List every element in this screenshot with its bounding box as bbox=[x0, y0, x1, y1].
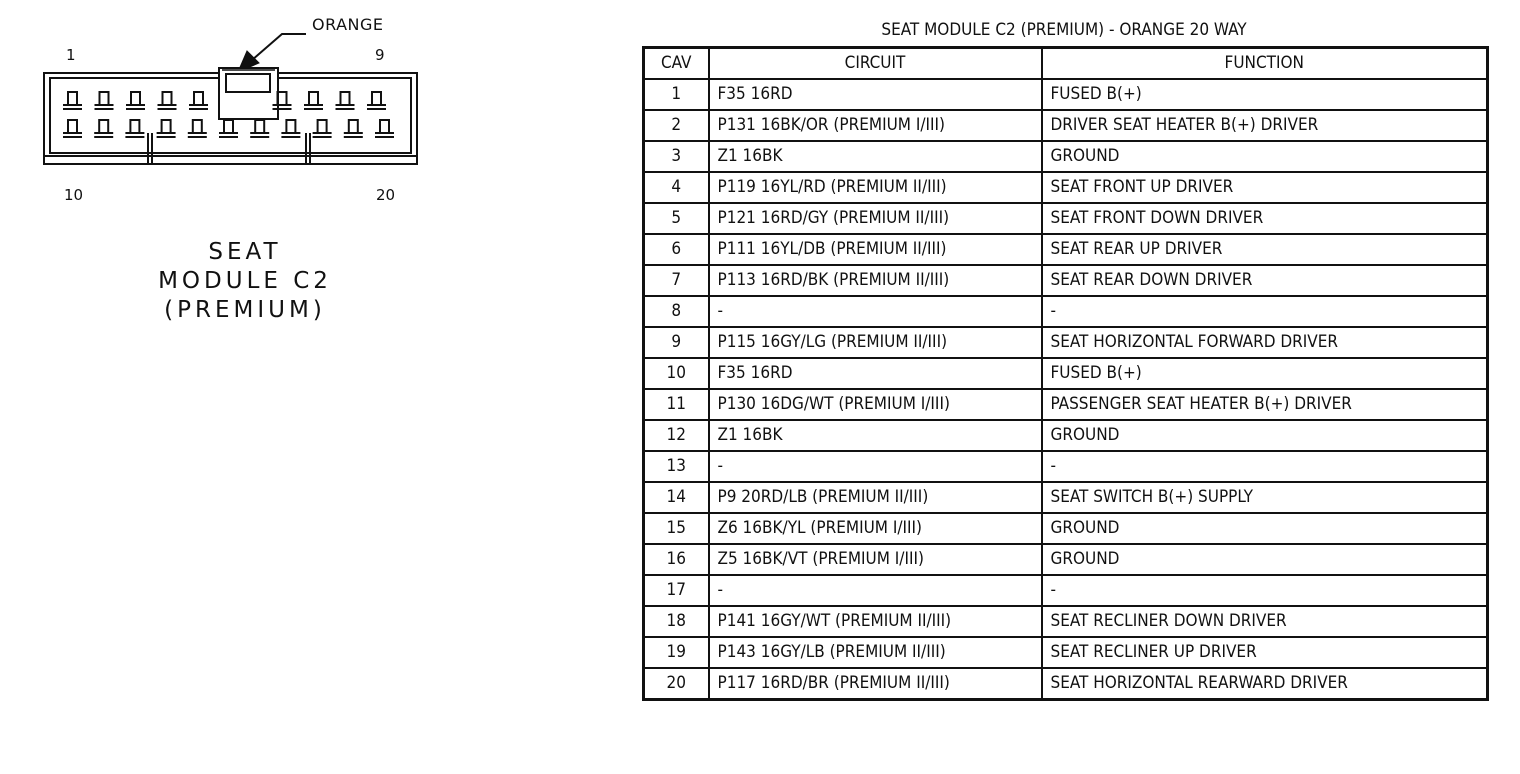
cell-cav: 1 bbox=[644, 79, 709, 110]
cell-circuit: - bbox=[709, 575, 1042, 606]
cell-function: DRIVER SEAT HEATER B(+) DRIVER bbox=[1042, 110, 1488, 141]
cell-function: GROUND bbox=[1042, 544, 1488, 575]
cell-circuit: Z5 16BK/VT (PREMIUM I/III) bbox=[709, 544, 1042, 575]
connector-face-drawing bbox=[0, 0, 600, 774]
cell-circuit: P117 16RD/BR (PREMIUM II/III) bbox=[709, 668, 1042, 700]
table-row bbox=[644, 606, 1488, 637]
cell-cav: 9 bbox=[644, 327, 709, 358]
cell-circuit: F35 16RD bbox=[709, 358, 1042, 389]
cavity-bottom-13 bbox=[157, 120, 176, 137]
cell-cav: 6 bbox=[644, 234, 709, 265]
table-row bbox=[644, 482, 1488, 513]
cavity-bottom-16 bbox=[250, 120, 269, 137]
cavity-top-8 bbox=[336, 92, 355, 109]
cell-function: FUSED B(+) bbox=[1042, 358, 1488, 389]
cavity-top-5 bbox=[189, 92, 208, 109]
header-circuit: CIRCUIT bbox=[709, 48, 1042, 80]
cell-function: SEAT REAR DOWN DRIVER bbox=[1042, 265, 1488, 296]
pin-label-9: 9 bbox=[375, 46, 385, 64]
table-caption: SEAT MODULE C2 (PREMIUM) - ORANGE 20 WAY bbox=[881, 20, 1247, 40]
cell-function: GROUND bbox=[1042, 420, 1488, 451]
table-row bbox=[644, 358, 1488, 389]
cavity-top-1 bbox=[63, 92, 82, 109]
callout-leader-line bbox=[252, 34, 306, 60]
table-row bbox=[644, 451, 1488, 482]
pin-label-20: 20 bbox=[376, 186, 396, 204]
cell-circuit: P121 16RD/GY (PREMIUM II/III) bbox=[709, 203, 1042, 234]
table-row bbox=[644, 203, 1488, 234]
cell-cav: 14 bbox=[644, 482, 709, 513]
table-row bbox=[644, 172, 1488, 203]
cell-circuit: P9 20RD/LB (PREMIUM II/III) bbox=[709, 482, 1042, 513]
cell-cav: 2 bbox=[644, 110, 709, 141]
table-row bbox=[644, 141, 1488, 172]
cavity-bottom-20 bbox=[375, 120, 394, 137]
cell-circuit: P113 16RD/BK (PREMIUM II/III) bbox=[709, 265, 1042, 296]
cell-circuit: P143 16GY/LB (PREMIUM II/III) bbox=[709, 637, 1042, 668]
cell-function: SEAT SWITCH B(+) SUPPLY bbox=[1042, 482, 1488, 513]
cell-function: PASSENGER SEAT HEATER B(+) DRIVER bbox=[1042, 389, 1488, 420]
cell-function: SEAT REAR UP DRIVER bbox=[1042, 234, 1488, 265]
connector-title-line-2: MODULE C2 bbox=[158, 268, 332, 294]
table-header-row bbox=[644, 48, 1488, 80]
cell-function: SEAT HORIZONTAL FORWARD DRIVER bbox=[1042, 327, 1488, 358]
pin-label-10: 10 bbox=[64, 186, 84, 204]
cavity-bottom-15 bbox=[219, 120, 238, 137]
table-row bbox=[644, 420, 1488, 451]
cavity-top-9 bbox=[367, 92, 386, 109]
table-row bbox=[644, 668, 1488, 700]
cell-cav: 20 bbox=[644, 668, 709, 700]
pinout-table bbox=[642, 46, 1489, 701]
cavity-bottom-10 bbox=[63, 120, 82, 137]
cell-circuit: Z1 16BK bbox=[709, 420, 1042, 451]
table-row bbox=[644, 544, 1488, 575]
cell-circuit: - bbox=[709, 451, 1042, 482]
cell-cav: 16 bbox=[644, 544, 709, 575]
cavity-bottom-17 bbox=[281, 120, 300, 137]
table-row bbox=[644, 513, 1488, 544]
cell-function: FUSED B(+) bbox=[1042, 79, 1488, 110]
cell-function: - bbox=[1042, 451, 1488, 482]
header-function: FUNCTION bbox=[1042, 48, 1488, 80]
header-cav: CAV bbox=[644, 48, 709, 80]
cell-circuit: P130 16DG/WT (PREMIUM I/III) bbox=[709, 389, 1042, 420]
cell-cav: 4 bbox=[644, 172, 709, 203]
cell-circuit: Z6 16BK/YL (PREMIUM I/III) bbox=[709, 513, 1042, 544]
cavity-row-bottom bbox=[63, 120, 394, 137]
cavity-top-3 bbox=[126, 92, 145, 109]
cavity-bottom-11 bbox=[94, 120, 113, 137]
cell-cav: 10 bbox=[644, 358, 709, 389]
cavity-bottom-19 bbox=[344, 120, 363, 137]
cell-function: SEAT RECLINER UP DRIVER bbox=[1042, 637, 1488, 668]
cavity-top-7 bbox=[304, 92, 323, 109]
table-row bbox=[644, 79, 1488, 110]
cell-cav: 13 bbox=[644, 451, 709, 482]
cell-circuit: Z1 16BK bbox=[709, 141, 1042, 172]
cavity-top-2 bbox=[95, 92, 114, 109]
cell-function: SEAT HORIZONTAL REARWARD DRIVER bbox=[1042, 668, 1488, 700]
pin-label-1: 1 bbox=[66, 46, 76, 64]
connector-diagram bbox=[0, 0, 600, 774]
cell-function: - bbox=[1042, 296, 1488, 327]
cell-cav: 3 bbox=[644, 141, 709, 172]
table-row bbox=[644, 296, 1488, 327]
cavity-bottom-18 bbox=[313, 120, 332, 137]
cell-function: SEAT FRONT UP DRIVER bbox=[1042, 172, 1488, 203]
cell-cav: 15 bbox=[644, 513, 709, 544]
table-row bbox=[644, 389, 1488, 420]
cell-cav: 12 bbox=[644, 420, 709, 451]
table-row bbox=[644, 637, 1488, 668]
table-row bbox=[644, 234, 1488, 265]
cell-circuit: P131 16BK/OR (PREMIUM I/III) bbox=[709, 110, 1042, 141]
cell-cav: 8 bbox=[644, 296, 709, 327]
cell-circuit: F35 16RD bbox=[709, 79, 1042, 110]
cavity-bottom-14 bbox=[188, 120, 207, 137]
cell-cav: 11 bbox=[644, 389, 709, 420]
cell-cav: 18 bbox=[644, 606, 709, 637]
cell-circuit: P141 16GY/WT (PREMIUM II/III) bbox=[709, 606, 1042, 637]
cell-function: GROUND bbox=[1042, 513, 1488, 544]
cell-function: GROUND bbox=[1042, 141, 1488, 172]
cell-cav: 7 bbox=[644, 265, 709, 296]
table-row bbox=[644, 110, 1488, 141]
table-body bbox=[644, 79, 1488, 700]
cell-circuit: - bbox=[709, 296, 1042, 327]
table-row bbox=[644, 327, 1488, 358]
cell-function: - bbox=[1042, 575, 1488, 606]
cell-cav: 5 bbox=[644, 203, 709, 234]
cell-circuit: P119 16YL/RD (PREMIUM II/III) bbox=[709, 172, 1042, 203]
table-row bbox=[644, 575, 1488, 606]
cell-circuit: P115 16GY/LG (PREMIUM II/III) bbox=[709, 327, 1042, 358]
connector-title bbox=[140, 238, 350, 325]
cell-cav: 19 bbox=[644, 637, 709, 668]
cavity-top-4 bbox=[158, 92, 177, 109]
connector-title-line-1: SEAT bbox=[208, 239, 282, 265]
cell-function: SEAT RECLINER DOWN DRIVER bbox=[1042, 606, 1488, 637]
cavity-bottom-12 bbox=[125, 120, 144, 137]
table-row bbox=[644, 265, 1488, 296]
cell-cav: 17 bbox=[644, 575, 709, 606]
cell-circuit: P111 16YL/DB (PREMIUM II/III) bbox=[709, 234, 1042, 265]
connector-title-line-3: (PREMIUM) bbox=[164, 297, 326, 323]
cell-function: SEAT FRONT DOWN DRIVER bbox=[1042, 203, 1488, 234]
callout-label-orange: ORANGE bbox=[312, 15, 384, 34]
